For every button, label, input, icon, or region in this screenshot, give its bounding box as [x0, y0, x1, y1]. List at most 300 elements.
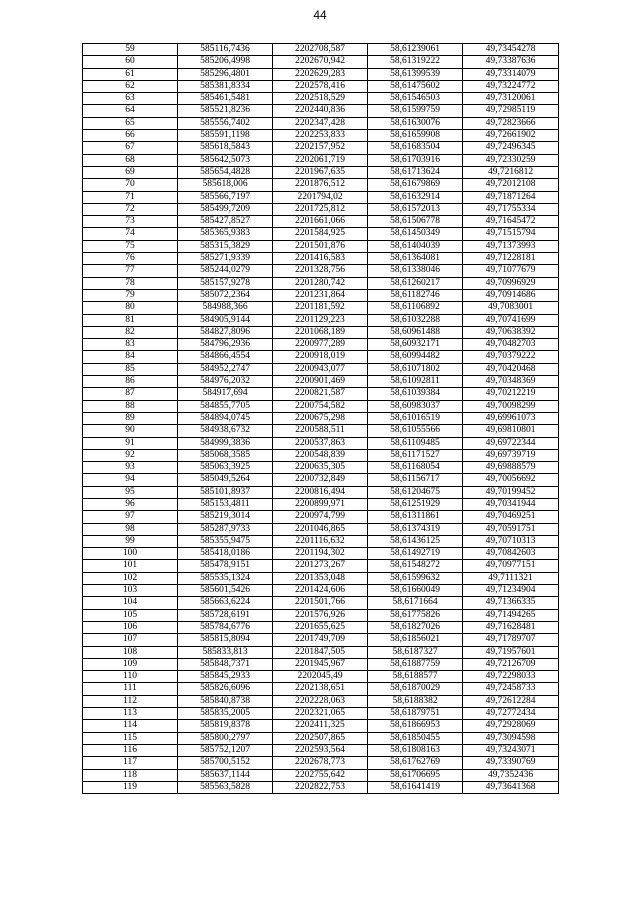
x-coordinate-cell: 584827,8096	[178, 326, 273, 338]
table-row	[83, 560, 559, 572]
y-coordinate-cell: 2201967,635	[273, 166, 368, 178]
x-coordinate-cell: 585826,6096	[178, 683, 273, 695]
x-coordinate-cell: 584894,0745	[178, 412, 273, 424]
y-coordinate-cell: 2201945,967	[273, 658, 368, 670]
x-coordinate-cell: 585355,9475	[178, 535, 273, 547]
table-row	[83, 548, 559, 560]
point-number-cell: 110	[83, 671, 178, 683]
y-coordinate-cell: 2202507,865	[273, 732, 368, 744]
longitude-cell: 49,73454278	[463, 44, 559, 56]
y-coordinate-cell: 2201231,864	[273, 289, 368, 301]
latitude-cell: 58,61039384	[368, 388, 463, 400]
point-number-cell: 82	[83, 326, 178, 338]
longitude-cell: 49,72298033	[463, 671, 559, 683]
longitude-cell: 49,71789707	[463, 634, 559, 646]
y-coordinate-cell: 2200816,494	[273, 486, 368, 498]
x-coordinate-cell: 585116,7436	[178, 44, 273, 56]
longitude-cell: 49,72661902	[463, 130, 559, 142]
latitude-cell: 58,61171527	[368, 449, 463, 461]
latitude-cell: 58,61374319	[368, 523, 463, 535]
latitude-cell: 58,61399539	[368, 68, 463, 80]
table-row	[83, 425, 559, 437]
table-row	[83, 683, 559, 695]
table-row	[83, 511, 559, 523]
longitude-cell: 49,71234904	[463, 585, 559, 597]
longitude-cell: 49,71366335	[463, 597, 559, 609]
y-coordinate-cell: 2200918,019	[273, 351, 368, 363]
longitude-cell: 49,72823666	[463, 117, 559, 129]
latitude-cell: 58,61879751	[368, 708, 463, 720]
point-number-cell: 119	[83, 781, 178, 793]
x-coordinate-cell: 585556,7402	[178, 117, 273, 129]
x-coordinate-cell: 585244,0279	[178, 265, 273, 277]
longitude-cell: 49,73224772	[463, 80, 559, 92]
y-coordinate-cell: 2201794,02	[273, 191, 368, 203]
y-coordinate-cell: 2202629,283	[273, 68, 368, 80]
y-coordinate-cell: 2201280,742	[273, 277, 368, 289]
x-coordinate-cell: 585637,1144	[178, 769, 273, 781]
longitude-cell: 49,72012108	[463, 179, 559, 191]
longitude-cell: 49,71228181	[463, 253, 559, 265]
point-number-cell: 71	[83, 191, 178, 203]
x-coordinate-cell: 585563,5828	[178, 781, 273, 793]
longitude-cell: 49,70996929	[463, 277, 559, 289]
point-number-cell: 97	[83, 511, 178, 523]
point-number-cell: 60	[83, 56, 178, 68]
x-coordinate-cell: 584917,694	[178, 388, 273, 400]
point-number-cell: 59	[83, 44, 178, 56]
latitude-cell: 58,61364081	[368, 253, 463, 265]
latitude-cell: 58,61808163	[368, 744, 463, 756]
y-coordinate-cell: 2200675,298	[273, 412, 368, 424]
latitude-cell: 58,61683504	[368, 142, 463, 154]
latitude-cell: 58,61599632	[368, 572, 463, 584]
y-coordinate-cell: 2201655,625	[273, 621, 368, 633]
latitude-cell: 58,61870029	[368, 683, 463, 695]
table-row	[83, 326, 559, 338]
table-row	[83, 621, 559, 633]
x-coordinate-cell: 585815,8094	[178, 634, 273, 646]
longitude-cell: 49,70098299	[463, 400, 559, 412]
point-number-cell: 109	[83, 658, 178, 670]
point-number-cell: 89	[83, 412, 178, 424]
table-row	[83, 253, 559, 265]
y-coordinate-cell: 2201876,512	[273, 179, 368, 191]
table-row	[83, 769, 559, 781]
table-row	[83, 720, 559, 732]
point-number-cell: 99	[83, 535, 178, 547]
point-number-cell: 68	[83, 154, 178, 166]
table-row	[83, 658, 559, 670]
table-row	[83, 203, 559, 215]
table-row	[83, 363, 559, 375]
point-number-cell: 76	[83, 253, 178, 265]
longitude-cell: 49,71373993	[463, 240, 559, 252]
y-coordinate-cell: 2201847,505	[273, 646, 368, 658]
y-coordinate-cell: 2201068,189	[273, 326, 368, 338]
point-number-cell: 69	[83, 166, 178, 178]
y-coordinate-cell: 2201661,066	[273, 216, 368, 228]
longitude-cell: 49,73390769	[463, 757, 559, 769]
longitude-cell: 49,72330259	[463, 154, 559, 166]
longitude-cell: 49,71494265	[463, 609, 559, 621]
point-number-cell: 118	[83, 769, 178, 781]
x-coordinate-cell: 584988,366	[178, 302, 273, 314]
point-number-cell: 104	[83, 597, 178, 609]
y-coordinate-cell: 2201129,223	[273, 314, 368, 326]
longitude-cell: 49,72928069	[463, 720, 559, 732]
latitude-cell: 58,61572013	[368, 203, 463, 215]
longitude-cell: 49,73243071	[463, 744, 559, 756]
table-row	[83, 142, 559, 154]
longitude-cell: 49,71515794	[463, 228, 559, 240]
latitude-cell: 58,61055566	[368, 425, 463, 437]
point-number-cell: 115	[83, 732, 178, 744]
latitude-cell: 58,61092811	[368, 376, 463, 388]
table-row	[83, 351, 559, 363]
point-number-cell: 77	[83, 265, 178, 277]
x-coordinate-cell: 585461,5481	[178, 93, 273, 105]
y-coordinate-cell: 2201181,592	[273, 302, 368, 314]
longitude-cell: 49,71645472	[463, 216, 559, 228]
latitude-cell: 58,61311861	[368, 511, 463, 523]
longitude-cell: 49,72612284	[463, 695, 559, 707]
table-row	[83, 597, 559, 609]
point-number-cell: 75	[83, 240, 178, 252]
longitude-cell: 49,7083001	[463, 302, 559, 314]
table-row	[83, 474, 559, 486]
y-coordinate-cell: 2200901,469	[273, 376, 368, 388]
point-number-cell: 73	[83, 216, 178, 228]
latitude-cell: 58,61506778	[368, 216, 463, 228]
longitude-cell: 49,70482703	[463, 339, 559, 351]
table-row	[83, 523, 559, 535]
y-coordinate-cell: 2202578,416	[273, 80, 368, 92]
coordinates-table	[82, 43, 559, 794]
longitude-cell: 49,72496345	[463, 142, 559, 154]
point-number-cell: 66	[83, 130, 178, 142]
table-row	[83, 437, 559, 449]
y-coordinate-cell: 2202045,49	[273, 671, 368, 683]
x-coordinate-cell: 585418,0186	[178, 548, 273, 560]
latitude-cell: 58,61436125	[368, 535, 463, 547]
y-coordinate-cell: 2200974,799	[273, 511, 368, 523]
latitude-cell: 58,61599759	[368, 105, 463, 117]
x-coordinate-cell: 585566,7197	[178, 191, 273, 203]
table-row	[83, 781, 559, 793]
longitude-cell: 49,71957601	[463, 646, 559, 658]
x-coordinate-cell: 585819,8378	[178, 720, 273, 732]
latitude-cell: 58,61548272	[368, 560, 463, 572]
point-number-cell: 113	[83, 708, 178, 720]
x-coordinate-cell: 584952,2747	[178, 363, 273, 375]
table-row	[83, 166, 559, 178]
longitude-cell: 49,71077679	[463, 265, 559, 277]
table-row	[83, 44, 559, 56]
point-number-cell: 116	[83, 744, 178, 756]
table-row	[83, 376, 559, 388]
longitude-cell: 49,70710313	[463, 535, 559, 547]
table-row	[83, 412, 559, 424]
point-number-cell: 90	[83, 425, 178, 437]
x-coordinate-cell: 585618,5843	[178, 142, 273, 154]
x-coordinate-cell: 584999,3836	[178, 437, 273, 449]
table-row	[83, 572, 559, 584]
longitude-cell: 49,69888579	[463, 462, 559, 474]
point-number-cell: 88	[83, 400, 178, 412]
table-row	[83, 130, 559, 142]
table-row	[83, 757, 559, 769]
point-number-cell: 72	[83, 203, 178, 215]
point-number-cell: 96	[83, 498, 178, 510]
table-row	[83, 400, 559, 412]
y-coordinate-cell: 2200548,839	[273, 449, 368, 461]
latitude-cell: 58,61866953	[368, 720, 463, 732]
y-coordinate-cell: 2202708,587	[273, 44, 368, 56]
x-coordinate-cell: 585654,4828	[178, 166, 273, 178]
latitude-cell: 58,61641419	[368, 781, 463, 793]
latitude-cell: 58,61827026	[368, 621, 463, 633]
table-row	[83, 277, 559, 289]
table-row	[83, 240, 559, 252]
latitude-cell: 58,61856021	[368, 634, 463, 646]
y-coordinate-cell: 2202670,942	[273, 56, 368, 68]
latitude-cell: 58,6171664	[368, 597, 463, 609]
longitude-cell: 49,70199452	[463, 486, 559, 498]
latitude-cell: 58,61850455	[368, 732, 463, 744]
table-row	[83, 93, 559, 105]
y-coordinate-cell: 2202822,753	[273, 781, 368, 793]
y-coordinate-cell: 2202157,952	[273, 142, 368, 154]
y-coordinate-cell: 2201576,926	[273, 609, 368, 621]
point-number-cell: 64	[83, 105, 178, 117]
table-row	[83, 585, 559, 597]
table-row	[83, 56, 559, 68]
latitude-cell: 58,61632914	[368, 191, 463, 203]
point-number-cell: 92	[83, 449, 178, 461]
x-coordinate-cell: 585591,1198	[178, 130, 273, 142]
y-coordinate-cell: 2201353,048	[273, 572, 368, 584]
table-row	[83, 646, 559, 658]
longitude-cell: 49,71871264	[463, 191, 559, 203]
longitude-cell: 49,70469251	[463, 511, 559, 523]
table-row	[83, 462, 559, 474]
y-coordinate-cell: 2201501,766	[273, 597, 368, 609]
table-row	[83, 671, 559, 683]
latitude-cell: 58,61016519	[368, 412, 463, 424]
latitude-cell: 58,61706695	[368, 769, 463, 781]
longitude-cell: 49,7216812	[463, 166, 559, 178]
point-number-cell: 84	[83, 351, 178, 363]
x-coordinate-cell: 585800,2797	[178, 732, 273, 744]
latitude-cell: 58,61239061	[368, 44, 463, 56]
coordinates-table-body	[83, 44, 559, 794]
latitude-cell: 58,61109485	[368, 437, 463, 449]
point-number-cell: 98	[83, 523, 178, 535]
x-coordinate-cell: 584796,2936	[178, 339, 273, 351]
table-row	[83, 388, 559, 400]
x-coordinate-cell: 584976,2032	[178, 376, 273, 388]
x-coordinate-cell: 584866,4554	[178, 351, 273, 363]
x-coordinate-cell: 585833,813	[178, 646, 273, 658]
table-row	[83, 732, 559, 744]
latitude-cell: 58,61450349	[368, 228, 463, 240]
longitude-cell: 49,69722344	[463, 437, 559, 449]
x-coordinate-cell: 585068,3585	[178, 449, 273, 461]
point-number-cell: 79	[83, 289, 178, 301]
x-coordinate-cell: 585848,7371	[178, 658, 273, 670]
latitude-cell: 58,61546503	[368, 93, 463, 105]
table-row	[83, 68, 559, 80]
longitude-cell: 49,71628481	[463, 621, 559, 633]
y-coordinate-cell: 2202440,836	[273, 105, 368, 117]
latitude-cell: 58,6188577	[368, 671, 463, 683]
y-coordinate-cell: 2201725,812	[273, 203, 368, 215]
point-number-cell: 95	[83, 486, 178, 498]
x-coordinate-cell: 585521,8236	[178, 105, 273, 117]
latitude-cell: 58,61762769	[368, 757, 463, 769]
table-row	[83, 634, 559, 646]
y-coordinate-cell: 2202678,773	[273, 757, 368, 769]
y-coordinate-cell: 2200588,511	[273, 425, 368, 437]
table-row	[83, 117, 559, 129]
x-coordinate-cell: 585381,8334	[178, 80, 273, 92]
latitude-cell: 58,61404039	[368, 240, 463, 252]
y-coordinate-cell: 2201749,709	[273, 634, 368, 646]
table-row	[83, 486, 559, 498]
y-coordinate-cell: 2202411,325	[273, 720, 368, 732]
y-coordinate-cell: 2201584,925	[273, 228, 368, 240]
longitude-cell: 49,69739719	[463, 449, 559, 461]
latitude-cell: 58,61032288	[368, 314, 463, 326]
y-coordinate-cell: 2200977,289	[273, 339, 368, 351]
y-coordinate-cell: 2200732,849	[273, 474, 368, 486]
point-number-cell: 67	[83, 142, 178, 154]
y-coordinate-cell: 2202321,065	[273, 708, 368, 720]
x-coordinate-cell: 585365,9383	[178, 228, 273, 240]
x-coordinate-cell: 585219,3014	[178, 511, 273, 523]
longitude-cell: 49,70842603	[463, 548, 559, 560]
longitude-cell: 49,70914686	[463, 289, 559, 301]
y-coordinate-cell: 2201046,865	[273, 523, 368, 535]
latitude-cell: 58,61713624	[368, 166, 463, 178]
y-coordinate-cell: 2200821,587	[273, 388, 368, 400]
latitude-cell: 58,61204675	[368, 486, 463, 498]
table-row	[83, 154, 559, 166]
latitude-cell: 58,61630076	[368, 117, 463, 129]
x-coordinate-cell: 584905,9144	[178, 314, 273, 326]
y-coordinate-cell: 2201328,756	[273, 265, 368, 277]
latitude-cell: 58,61659908	[368, 130, 463, 142]
point-number-cell: 81	[83, 314, 178, 326]
table-row	[83, 302, 559, 314]
y-coordinate-cell: 2202061,719	[273, 154, 368, 166]
x-coordinate-cell: 585427,8527	[178, 216, 273, 228]
point-number-cell: 103	[83, 585, 178, 597]
point-number-cell: 74	[83, 228, 178, 240]
longitude-cell: 49,72126709	[463, 658, 559, 670]
longitude-cell: 49,73120061	[463, 93, 559, 105]
longitude-cell: 49,72772434	[463, 708, 559, 720]
x-coordinate-cell: 585315,3829	[178, 240, 273, 252]
longitude-cell: 49,73641368	[463, 781, 559, 793]
point-number-cell: 114	[83, 720, 178, 732]
latitude-cell: 58,60961488	[368, 326, 463, 338]
point-number-cell: 101	[83, 560, 178, 572]
longitude-cell: 49,73314079	[463, 68, 559, 80]
longitude-cell: 49,7352436	[463, 769, 559, 781]
longitude-cell: 49,69810801	[463, 425, 559, 437]
latitude-cell: 58,61106892	[368, 302, 463, 314]
table-row	[83, 228, 559, 240]
page-number: 44	[313, 8, 327, 22]
latitude-cell: 58,61319222	[368, 56, 463, 68]
longitude-cell: 49,71755334	[463, 203, 559, 215]
table-row	[83, 498, 559, 510]
y-coordinate-cell: 2200537,863	[273, 437, 368, 449]
table-row	[83, 695, 559, 707]
point-number-cell: 63	[83, 93, 178, 105]
y-coordinate-cell: 2201424,606	[273, 585, 368, 597]
y-coordinate-cell: 2201416,583	[273, 253, 368, 265]
point-number-cell: 100	[83, 548, 178, 560]
point-number-cell: 80	[83, 302, 178, 314]
point-number-cell: 65	[83, 117, 178, 129]
latitude-cell: 58,61338046	[368, 265, 463, 277]
y-coordinate-cell: 2202138,651	[273, 683, 368, 695]
latitude-cell: 58,61679869	[368, 179, 463, 191]
x-coordinate-cell: 585642,5073	[178, 154, 273, 166]
table-row	[83, 708, 559, 720]
point-number-cell: 107	[83, 634, 178, 646]
y-coordinate-cell: 2200754,582	[273, 400, 368, 412]
x-coordinate-cell: 585784,6776	[178, 621, 273, 633]
point-number-cell: 78	[83, 277, 178, 289]
longitude-cell: 49,73387636	[463, 56, 559, 68]
y-coordinate-cell: 2202347,428	[273, 117, 368, 129]
point-number-cell: 85	[83, 363, 178, 375]
y-coordinate-cell: 2202755,642	[273, 769, 368, 781]
latitude-cell: 58,6188382	[368, 695, 463, 707]
point-number-cell: 62	[83, 80, 178, 92]
y-coordinate-cell: 2202228,063	[273, 695, 368, 707]
x-coordinate-cell: 585499,7209	[178, 203, 273, 215]
x-coordinate-cell: 585700,5152	[178, 757, 273, 769]
x-coordinate-cell: 585296,4801	[178, 68, 273, 80]
point-number-cell: 93	[83, 462, 178, 474]
longitude-cell: 49,70741699	[463, 314, 559, 326]
latitude-cell: 58,61168054	[368, 462, 463, 474]
table-row	[83, 191, 559, 203]
longitude-cell: 49,72985119	[463, 105, 559, 117]
x-coordinate-cell: 585752,1207	[178, 744, 273, 756]
point-number-cell: 117	[83, 757, 178, 769]
table-row	[83, 179, 559, 191]
longitude-cell: 49,70212219	[463, 388, 559, 400]
latitude-cell: 58,61475602	[368, 80, 463, 92]
x-coordinate-cell: 585153,4811	[178, 498, 273, 510]
table-row	[83, 80, 559, 92]
table-row	[83, 449, 559, 461]
point-number-cell: 112	[83, 695, 178, 707]
longitude-cell: 49,70420468	[463, 363, 559, 375]
x-coordinate-cell: 585535,1324	[178, 572, 273, 584]
table-row	[83, 105, 559, 117]
x-coordinate-cell: 585287,9733	[178, 523, 273, 535]
table-row	[83, 744, 559, 756]
x-coordinate-cell: 585271,9339	[178, 253, 273, 265]
x-coordinate-cell: 585663,6224	[178, 597, 273, 609]
